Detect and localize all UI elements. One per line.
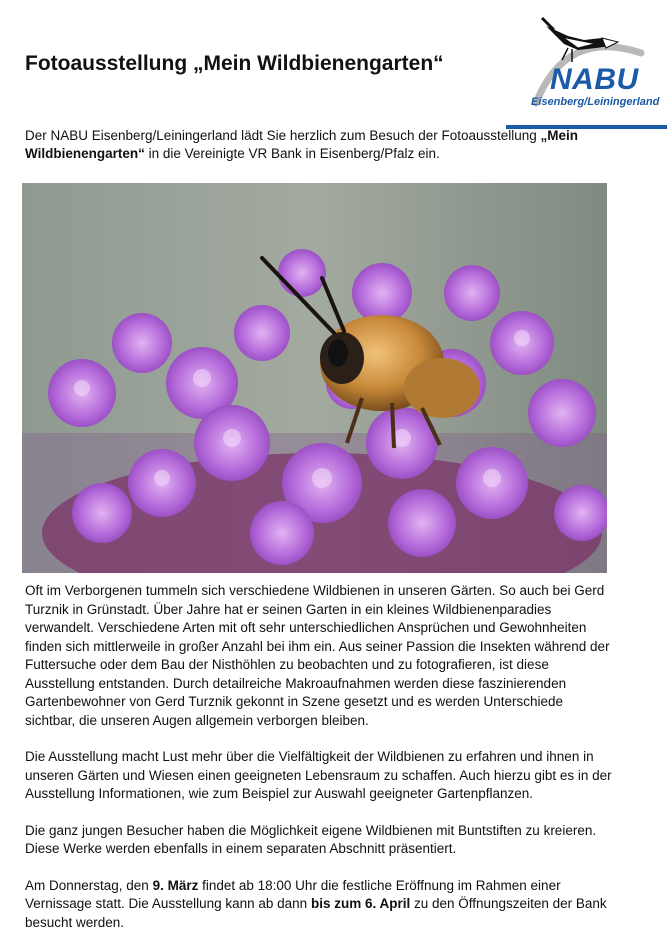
p4-c: findet ab 18:00 Uhr die festliche Eröffnung im Rahmen einer Vernissage statt. Die Ausstellung kann ab dann bbox=[25, 877, 561, 911]
paragraph-3: Die ganz jungen Besucher haben die Möglichkeit eigene Wildbienen mit Buntstiften zu kreieren. Diese Werke werden ebenfalls in einem separaten Abschnitt präsentiert. bbox=[25, 822, 597, 856]
paragraph-1: Oft im Verborgenen tummeln sich verschiedene Wildbienen in unseren Gärten. So auch bei Gerd Turznik in Grünstadt. Über Jahre hat er seinen Garten in ein kleines Wildbienenparadies verwandelt. Verschiedene Arten mit oft sehr unterschiedlichen Ansprüchen und Gewohnheiten finden sich mittlerweile in großer Anzahl bei ihm ein. Aus seiner Passion die Insekten während der Futtersuche oder dem Bau der Nisthöhlen zu beobachten und zu fotografieren, ist diese Ausstellung entstanden. Durch detailreiche Makroaufnahmen werden diese faszinierenden Gartenbewohner von Gerd Turznik gekonnt in Szene gesetzt und es werden Unterschiede sichtbar, die unseren Augen allgemein verborgen bleiben. bbox=[25, 583, 610, 728]
p4-e: zu den Öffnungszeiten der Bank besucht werden. bbox=[25, 896, 607, 930]
p4-a: Am Donnerstag, den bbox=[25, 877, 153, 893]
paragraph-4 bbox=[25, 877, 615, 933]
opening-date: 9. März bbox=[152, 877, 199, 893]
intro-part1: Der NABU Eisenberg/Leiningerland lädt Sie herzlich zum Besuch der Fotoausstellung bbox=[25, 128, 541, 143]
body-text bbox=[25, 582, 615, 950]
intro-part2: in die Vereinigte VR Bank in Eisenberg/Pfalz ein. bbox=[144, 146, 440, 161]
logo-brand: NABU bbox=[550, 63, 639, 96]
intro-bold: „Mein Wildbienengarten“ bbox=[25, 128, 579, 161]
intro-text bbox=[25, 127, 605, 163]
bee-photo bbox=[22, 183, 607, 573]
paragraph-2: Die Ausstellung macht Lust mehr über die Vielfältigkeit der Wildbienen zu erfahren und ihnen in unseren Gärten und Wiesen einen geeigneten Lebensraum zu schaffen. Auch hierzu gibt es in der Ausstellung Informationen, wie zum Beispiel zur Auswahl geeigneter Gartenpflanzen. bbox=[25, 749, 612, 801]
nabu-logo bbox=[506, 8, 667, 133]
page-title: Fotoausstellung „Mein Wildbienengarten“ bbox=[25, 52, 444, 75]
end-date: bis zum 6. April bbox=[310, 896, 411, 911]
logo-subtitle: Eisenberg/Leiningerland bbox=[531, 96, 660, 108]
bee-on-flower-image bbox=[22, 183, 607, 573]
